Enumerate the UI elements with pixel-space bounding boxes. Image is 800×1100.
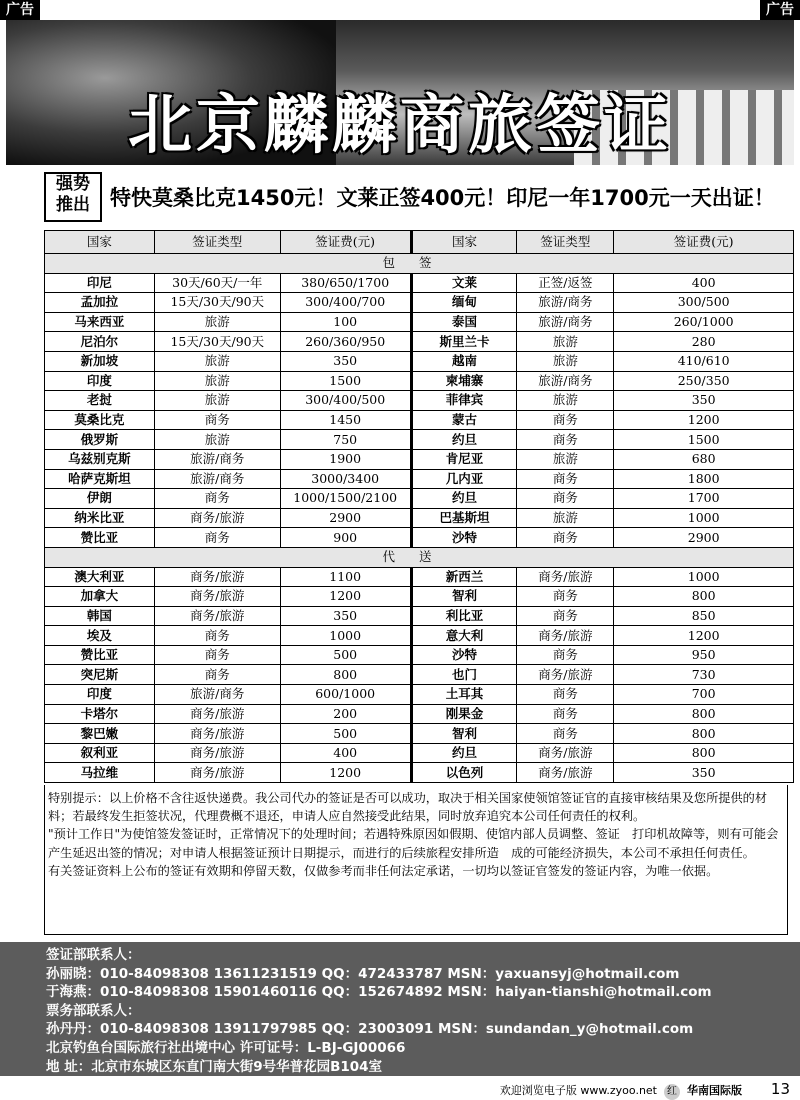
visa-fee-cell: 950 bbox=[614, 645, 794, 665]
visa-type-cell: 旅游 bbox=[517, 508, 614, 528]
visa-fee-cell: 800 bbox=[614, 587, 794, 607]
visa-type-cell: 旅游 bbox=[517, 449, 614, 469]
visa-type-cell: 30天/60天/一年 bbox=[154, 273, 280, 293]
country-cell: 马拉维 bbox=[45, 763, 155, 783]
visa-fee-cell: 2900 bbox=[280, 508, 411, 528]
visa-fee-cell: 1200 bbox=[614, 626, 794, 646]
visa-fee-cell: 800 bbox=[280, 665, 411, 685]
visa-type-cell: 商务 bbox=[154, 528, 280, 548]
table-row bbox=[45, 626, 794, 646]
footer-edition: 华南国际版 bbox=[687, 1084, 742, 1097]
visa-fee-cell: 300/400/700 bbox=[280, 293, 411, 313]
country-cell: 柬埔寨 bbox=[411, 371, 517, 391]
visa-contact: 孙丽晓：010-84098308 13611231519 QQ：472433787 MSN：yaxuansyj@hotmail.com bbox=[46, 965, 680, 982]
banner bbox=[6, 20, 794, 165]
visa-type-cell: 商务/旅游 bbox=[517, 665, 614, 685]
visa-fee-cell: 410/610 bbox=[614, 351, 794, 371]
visa-fee-cell: 300/500 bbox=[614, 293, 794, 313]
country-cell: 老挝 bbox=[45, 391, 155, 411]
country-cell: 刚果金 bbox=[411, 704, 517, 724]
visa-fee-cell: 1500 bbox=[280, 371, 411, 391]
promo-bar bbox=[44, 172, 794, 220]
visa-fee-cell: 250/350 bbox=[614, 371, 794, 391]
country-cell: 智利 bbox=[411, 724, 517, 744]
promo-badge bbox=[44, 172, 102, 222]
country-cell: 埃及 bbox=[45, 626, 155, 646]
visa-type-cell: 商务 bbox=[517, 587, 614, 607]
visa-type-cell: 商务 bbox=[154, 489, 280, 509]
ticket-dept-heading: 票务部联系人： bbox=[46, 1002, 141, 1019]
country-cell: 印尼 bbox=[45, 273, 155, 293]
table-row bbox=[45, 606, 794, 626]
table-row bbox=[45, 489, 794, 509]
visa-fee-cell: 400 bbox=[614, 273, 794, 293]
country-cell: 加拿大 bbox=[45, 587, 155, 607]
visa-fee-cell: 1700 bbox=[614, 489, 794, 509]
visa-fee-cell: 750 bbox=[280, 430, 411, 450]
ad-label-left: 广告 bbox=[0, 0, 40, 20]
table-body bbox=[45, 254, 794, 783]
table-row bbox=[45, 685, 794, 705]
visa-type-cell: 旅游 bbox=[154, 312, 280, 332]
country-cell: 巴基斯坦 bbox=[411, 508, 517, 528]
page-footer bbox=[0, 1078, 800, 1100]
table-row bbox=[45, 665, 794, 685]
visa-type-cell: 商务/旅游 bbox=[154, 743, 280, 763]
country-cell: 赞比亚 bbox=[45, 528, 155, 548]
footer-site: 欢迎浏览电子版 www.zyoo.net bbox=[499, 1084, 657, 1097]
header-visa-type: 签证类型 bbox=[154, 231, 280, 254]
visa-fee-cell: 260/1000 bbox=[614, 312, 794, 332]
country-cell: 意大利 bbox=[411, 626, 517, 646]
visa-fee-cell: 1200 bbox=[280, 763, 411, 783]
country-cell: 黎巴嫩 bbox=[45, 724, 155, 744]
visa-type-cell: 商务 bbox=[154, 410, 280, 430]
country-cell: 菲律宾 bbox=[411, 391, 517, 411]
country-cell: 马来西亚 bbox=[45, 312, 155, 332]
table-row bbox=[45, 567, 794, 587]
note-validity: 有关签证资料上公布的签证有效期和停留天数，仅做参考而非任何法定承诺，一切均以签证官签发的签证内容，为唯一依据。 bbox=[48, 863, 719, 878]
visa-fee-cell: 380/650/1700 bbox=[280, 273, 411, 293]
visa-fee-cell: 1450 bbox=[280, 410, 411, 430]
visa-fee-cell: 500 bbox=[280, 724, 411, 744]
ad-label-right: 广告 bbox=[760, 0, 800, 20]
visa-type-cell: 旅游/商务 bbox=[154, 469, 280, 489]
country-cell: 智利 bbox=[411, 587, 517, 607]
header-country: 国家 bbox=[411, 231, 517, 254]
footer-text bbox=[500, 1082, 742, 1100]
country-cell: 利比亚 bbox=[411, 606, 517, 626]
visa-fee-cell: 400 bbox=[280, 743, 411, 763]
visa-type-cell: 15天/30天/90天 bbox=[154, 293, 280, 313]
visa-type-cell: 旅游 bbox=[154, 371, 280, 391]
visa-type-cell: 商务/旅游 bbox=[517, 567, 614, 587]
promo-badge-line1: 强势 bbox=[56, 174, 90, 194]
table-row bbox=[45, 332, 794, 352]
country-cell: 俄罗斯 bbox=[45, 430, 155, 450]
visa-type-cell: 商务 bbox=[517, 528, 614, 548]
country-cell: 新西兰 bbox=[411, 567, 517, 587]
visa-fee-cell: 260/360/950 bbox=[280, 332, 411, 352]
visa-type-cell: 旅游/商务 bbox=[154, 449, 280, 469]
visa-fee-cell: 350 bbox=[614, 391, 794, 411]
header-country: 国家 bbox=[45, 231, 155, 254]
visa-type-cell: 正签/返签 bbox=[517, 273, 614, 293]
visa-fee-cell: 1000 bbox=[614, 567, 794, 587]
ticket-contact: 孙丹丹：010-84098308 13911797985 QQ：23003091 MSN：sundandan_y@hotmail.com bbox=[46, 1021, 694, 1038]
page-number: 13 bbox=[770, 1080, 790, 1098]
country-cell: 尼泊尔 bbox=[45, 332, 155, 352]
visa-type-cell: 商务 bbox=[517, 430, 614, 450]
company-address: 地 址：北京市东城区东直门南大街9号华普花园B104室 bbox=[46, 1058, 383, 1075]
contact-section bbox=[0, 942, 800, 1076]
visa-type-cell: 商务 bbox=[154, 645, 280, 665]
visa-type-cell: 商务/旅游 bbox=[154, 606, 280, 626]
country-cell: 以色列 bbox=[411, 763, 517, 783]
section-row bbox=[45, 254, 794, 274]
visa-type-cell: 旅游 bbox=[517, 391, 614, 411]
section-label: 代送 bbox=[45, 547, 794, 567]
header-visa-fee: 签证费(元) bbox=[614, 231, 794, 254]
visa-type-cell: 商务/旅游 bbox=[154, 567, 280, 587]
visa-type-cell: 商务 bbox=[517, 685, 614, 705]
country-cell: 约旦 bbox=[411, 489, 517, 509]
country-cell: 乌兹别克斯 bbox=[45, 449, 155, 469]
visa-type-cell: 旅游 bbox=[154, 430, 280, 450]
banner-title: 北京麟麟商旅签证 bbox=[128, 89, 672, 163]
table-row bbox=[45, 724, 794, 744]
promo-badge-line2: 推出 bbox=[56, 195, 90, 215]
visa-fee-cell: 850 bbox=[614, 606, 794, 626]
country-cell: 纳米比亚 bbox=[45, 508, 155, 528]
table-row bbox=[45, 469, 794, 489]
visa-fee-cell: 500 bbox=[280, 645, 411, 665]
visa-fee-cell: 800 bbox=[614, 704, 794, 724]
country-cell: 约旦 bbox=[411, 430, 517, 450]
visa-type-cell: 旅游/商务 bbox=[517, 312, 614, 332]
visa-fee-cell: 1800 bbox=[614, 469, 794, 489]
promo-text: 特快莫桑比克1450元！文莱正签400元！印尼一年1700元一天出证！ bbox=[110, 186, 775, 210]
visa-type-cell: 商务/旅游 bbox=[517, 743, 614, 763]
visa-fee-cell: 700 bbox=[614, 685, 794, 705]
table-row bbox=[45, 410, 794, 430]
country-cell: 缅甸 bbox=[411, 293, 517, 313]
table-header-row bbox=[45, 231, 794, 254]
section-label: 包签 bbox=[45, 254, 794, 274]
country-cell: 也门 bbox=[411, 665, 517, 685]
country-cell: 泰国 bbox=[411, 312, 517, 332]
visa-type-cell: 商务 bbox=[517, 489, 614, 509]
country-cell: 印度 bbox=[45, 685, 155, 705]
visa-type-cell: 商务/旅游 bbox=[517, 763, 614, 783]
visa-type-cell: 15天/30天/90天 bbox=[154, 332, 280, 352]
section-row bbox=[45, 547, 794, 567]
visa-dept-heading: 签证部联系人： bbox=[46, 947, 141, 963]
country-cell: 土耳其 bbox=[411, 685, 517, 705]
visa-fee-cell: 100 bbox=[280, 312, 411, 332]
country-cell: 越南 bbox=[411, 351, 517, 371]
visa-type-cell: 旅游/商务 bbox=[154, 685, 280, 705]
table-row bbox=[45, 430, 794, 450]
table-row bbox=[45, 645, 794, 665]
visa-type-cell: 商务 bbox=[517, 645, 614, 665]
country-cell: 赞比亚 bbox=[45, 645, 155, 665]
visa-type-cell: 旅游/商务 bbox=[517, 371, 614, 391]
country-cell: 孟加拉 bbox=[45, 293, 155, 313]
table-row bbox=[45, 704, 794, 724]
visa-fee-cell: 600/1000 bbox=[280, 685, 411, 705]
table-row bbox=[45, 528, 794, 548]
country-cell: 叙利亚 bbox=[45, 743, 155, 763]
visa-fee-cell: 900 bbox=[280, 528, 411, 548]
country-cell: 沙特 bbox=[411, 528, 517, 548]
country-cell: 韩国 bbox=[45, 606, 155, 626]
footer-logo: 红 bbox=[664, 1084, 680, 1100]
visa-fee-cell: 350 bbox=[280, 606, 411, 626]
country-cell: 伊朗 bbox=[45, 489, 155, 509]
header-visa-fee: 签证费(元) bbox=[280, 231, 411, 254]
visa-fee-cell: 1200 bbox=[614, 410, 794, 430]
visa-fee-cell: 800 bbox=[614, 724, 794, 744]
visa-fee-cell: 1900 bbox=[280, 449, 411, 469]
visa-type-cell: 商务 bbox=[517, 704, 614, 724]
visa-type-cell: 商务 bbox=[154, 665, 280, 685]
country-cell: 沙特 bbox=[411, 645, 517, 665]
header-visa-type: 签证类型 bbox=[517, 231, 614, 254]
visa-fee-cell: 680 bbox=[614, 449, 794, 469]
visa-fee-cell: 1100 bbox=[280, 567, 411, 587]
country-cell: 哈萨克斯坦 bbox=[45, 469, 155, 489]
company-license: 北京钓鱼台国际旅行社出境中心 许可证号：L-BJ-GJ00066 bbox=[46, 1039, 406, 1056]
visa-fee-cell: 1200 bbox=[280, 587, 411, 607]
visa-type-cell: 商务 bbox=[517, 410, 614, 430]
visa-type-cell: 商务 bbox=[517, 724, 614, 744]
visa-type-cell: 旅游 bbox=[517, 332, 614, 352]
visa-type-cell: 旅游/商务 bbox=[517, 293, 614, 313]
visa-fee-cell: 350 bbox=[280, 351, 411, 371]
table-row bbox=[45, 351, 794, 371]
visa-type-cell: 商务 bbox=[517, 469, 614, 489]
visa-price-table bbox=[44, 230, 794, 783]
country-cell: 蒙古 bbox=[411, 410, 517, 430]
visa-type-cell: 旅游 bbox=[517, 351, 614, 371]
visa-type-cell: 旅游 bbox=[154, 391, 280, 411]
table-row bbox=[45, 587, 794, 607]
visa-fee-cell: 1000 bbox=[614, 508, 794, 528]
country-cell: 文莱 bbox=[411, 273, 517, 293]
table-row bbox=[45, 449, 794, 469]
visa-fee-cell: 350 bbox=[614, 763, 794, 783]
country-cell: 约旦 bbox=[411, 743, 517, 763]
visa-fee-cell: 1000 bbox=[280, 626, 411, 646]
visa-type-cell: 商务/旅游 bbox=[154, 704, 280, 724]
table-row bbox=[45, 743, 794, 763]
table-row bbox=[45, 763, 794, 783]
country-cell: 澳大利亚 bbox=[45, 567, 155, 587]
country-cell: 新加坡 bbox=[45, 351, 155, 371]
country-cell: 几内亚 bbox=[411, 469, 517, 489]
visa-type-cell: 商务/旅游 bbox=[154, 724, 280, 744]
country-cell: 莫桑比克 bbox=[45, 410, 155, 430]
visa-fee-cell: 800 bbox=[614, 743, 794, 763]
note-special: 特别提示：以上价格不含往返快递费。我公司代办的签证是否可以成功，取决于相关国家使领馆签证官的直接审核结果及您所提供的材料；若最终发生拒签状况，代理费概不退还，申请人应自然接受此结果，同时放弃追究本公司任何责任的权利。 bbox=[48, 791, 768, 824]
visa-type-cell: 商务 bbox=[517, 606, 614, 626]
table-row bbox=[45, 312, 794, 332]
visa-type-cell: 旅游 bbox=[154, 351, 280, 371]
country-cell: 印度 bbox=[45, 371, 155, 391]
visa-fee-cell: 280 bbox=[614, 332, 794, 352]
visa-type-cell: 商务/旅游 bbox=[154, 508, 280, 528]
table-row bbox=[45, 293, 794, 313]
country-cell: 卡塔尔 bbox=[45, 704, 155, 724]
visa-fee-cell: 200 bbox=[280, 704, 411, 724]
visa-fee-cell: 2900 bbox=[614, 528, 794, 548]
visa-fee-cell: 1000/1500/2100 bbox=[280, 489, 411, 509]
country-cell: 斯里兰卡 bbox=[411, 332, 517, 352]
visa-type-cell: 商务/旅游 bbox=[517, 626, 614, 646]
table-row bbox=[45, 508, 794, 528]
table-row bbox=[45, 371, 794, 391]
visa-type-cell: 商务/旅游 bbox=[154, 763, 280, 783]
country-cell: 突尼斯 bbox=[45, 665, 155, 685]
visa-fee-cell: 730 bbox=[614, 665, 794, 685]
visa-fee-cell: 300/400/500 bbox=[280, 391, 411, 411]
visa-fee-cell: 3000/3400 bbox=[280, 469, 411, 489]
visa-type-cell: 商务 bbox=[154, 626, 280, 646]
table-row bbox=[45, 391, 794, 411]
table-row bbox=[45, 273, 794, 293]
notes-box bbox=[44, 785, 788, 935]
visa-contact: 于海燕：010-84098308 15901460116 QQ：152674892 MSN：haiyan-tianshi@hotmail.com bbox=[46, 984, 712, 1001]
note-working-days: "预计工作日"为使馆签发签证时，正常情况下的处理时间；若遇特殊原因如假期、使馆内部人员调整、签证 打印机故障等，则有可能会产生延迟出签的情况；对申请人根据签证预计日期提示，而进行的后续旅程安排所造 成的可能经济损失，本公司不承担任何责任。 bbox=[48, 827, 779, 860]
visa-fee-cell: 1500 bbox=[614, 430, 794, 450]
visa-type-cell: 商务/旅游 bbox=[154, 587, 280, 607]
country-cell: 肯尼亚 bbox=[411, 449, 517, 469]
